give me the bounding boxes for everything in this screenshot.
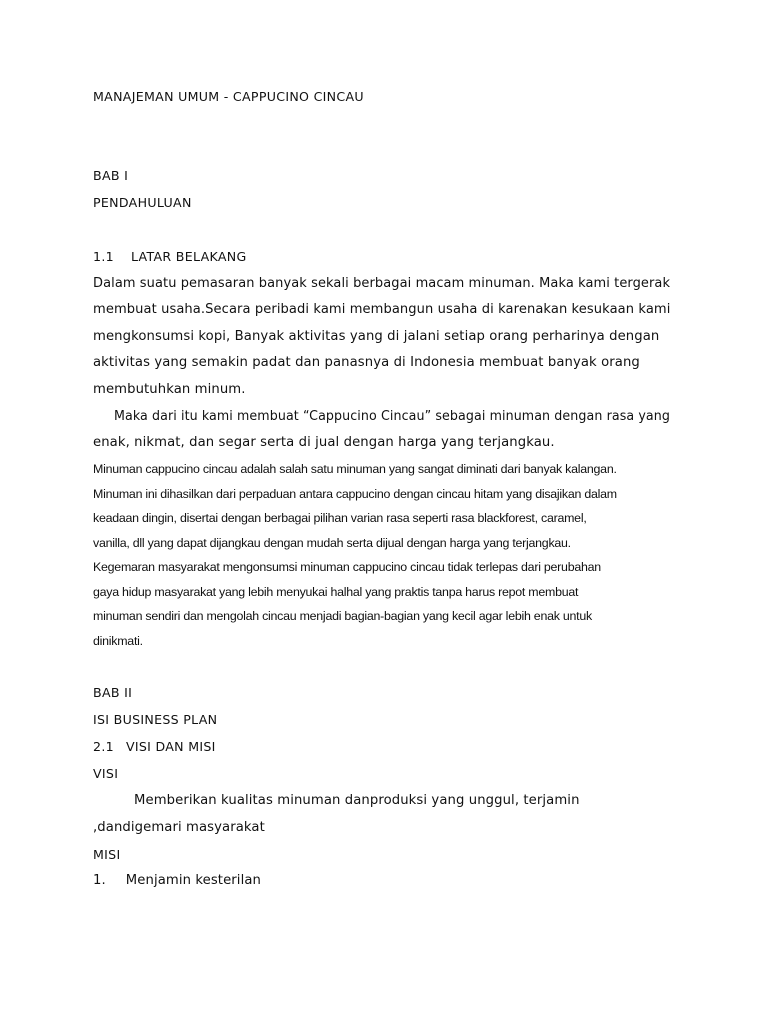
section-1-1-number: 1.1	[93, 249, 114, 264]
section-2-1-heading	[93, 739, 216, 755]
paragraph-line: Kegemaran masyarakat mengonsumsi minuman cappucino cincau tidak terlepas dari perubahan	[93, 560, 601, 574]
paragraph-line: membutuhkan minum.	[93, 382, 246, 397]
section-2-1-title: VISI DAN MISI	[125, 739, 216, 754]
section-1-1-title: LATAR BELAKANG	[130, 249, 247, 264]
misi-label: MISI	[93, 847, 121, 862]
paragraph-line: Dalam suatu pemasaran banyak sekali berbagai macam minuman. Maka kami tergerak	[93, 276, 671, 291]
paragraph-line: enak, nikmat, dan segar serta di jual dengan harga yang terjangkau.	[93, 435, 555, 450]
paragraph-line: Minuman ini dihasilkan dari perpaduan antara cappucino dengan cincau hitam yang disajikan dalam	[93, 487, 617, 501]
section-2-1-number: 2.1	[93, 739, 114, 754]
visi-label: VISI	[93, 766, 119, 781]
paragraph-line: Maka dari itu kami membuat “Cappucino Cincau” sebagai minuman dengan rasa yang	[114, 409, 670, 424]
document-title: MANAJEMAN UMUM - CAPPUCINO CINCAU	[93, 89, 364, 104]
visi-text-line: Memberikan kualitas minuman danproduksi yang unggul, terjamin	[134, 793, 580, 808]
misi-item-number: 1.	[93, 873, 106, 888]
chapter-1-label: BAB I	[93, 168, 129, 183]
paragraph-line: minuman sendiri dan mengolah cincau menjadi bagian-bagian yang kecil agar lebih enak untuk	[93, 609, 592, 623]
paragraph-line: membuat usaha.Secara peribadi kami membangun usaha di karenakan kesukaan kami	[93, 302, 671, 317]
paragraph-line: dinikmati.	[93, 634, 143, 648]
paragraph-line: vanilla, dll yang dapat dijangkau dengan mudah serta dijual dengan harga yang terjangkau.	[93, 536, 571, 550]
paragraph-line: keadaan dingin, disertai dengan berbagai pilihan varian rasa seperti rasa blackforest, caramel,	[93, 511, 587, 525]
paragraph-line: mengkonsumsi kopi, Banyak aktivitas yang di jalani setiap orang perharinya dengan	[93, 329, 660, 344]
chapter-2-title: ISI BUSINESS PLAN	[93, 712, 218, 727]
paragraph-line: aktivitas yang semakin padat dan panasnya di Indonesia membuat banyak orang	[93, 355, 640, 370]
paragraph-line: Minuman cappucino cincau adalah salah satu minuman yang sangat diminati dari banyak kalangan.	[93, 462, 617, 476]
chapter-2-label: BAB II	[93, 685, 133, 700]
visi-text-line: ,dandigemari masyarakat	[93, 820, 265, 835]
section-1-1-heading	[93, 249, 247, 265]
paragraph-line: gaya hidup masyarakat yang lebih menyukai halhal yang praktis tanpa harus repot membuat	[93, 585, 579, 599]
misi-item-text: Menjamin kesterilan	[125, 873, 261, 888]
misi-list-item	[93, 873, 261, 889]
chapter-1-title: PENDAHULUAN	[93, 195, 192, 210]
